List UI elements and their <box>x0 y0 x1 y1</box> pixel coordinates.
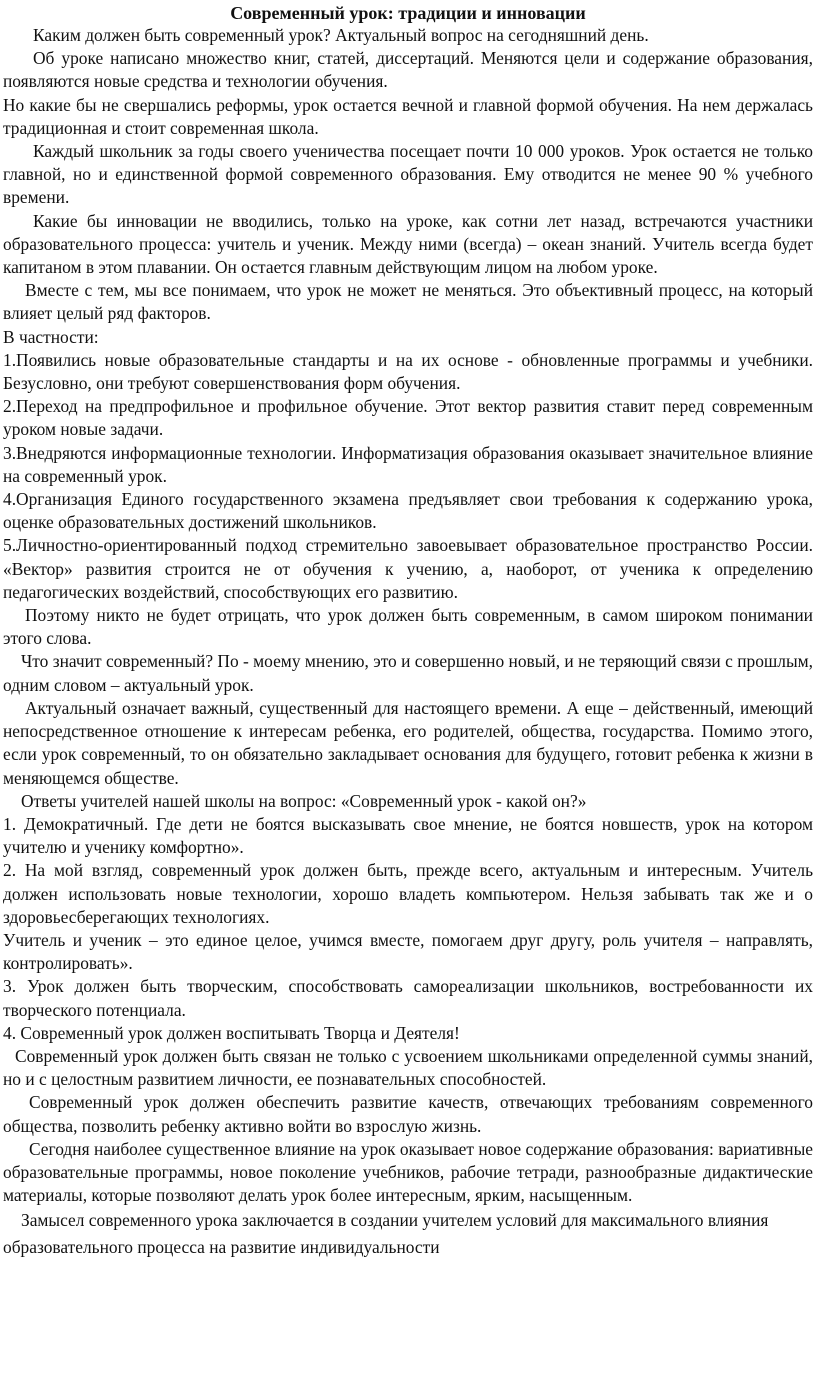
paragraph: 1.Появились новые образовательные стандарты и на их основе - обновленные программы и учебники. Безусловно, они требуют совершенствования форм обучения. <box>3 349 813 394</box>
paragraph: Об уроке написано множество книг, статей, диссертаций. Меняются цели и содержание образования, появляются новые средства и технологии обучения. <box>3 48 813 92</box>
paragraph: В частности: <box>3 326 99 347</box>
paragraph: 5.Личностно-ориентированный подход стремительно завоевывает образовательное пространство России. «Вектор» развития строится не от обучения к учению, а, наоборот, от ученика к определению педагогических воздействий, способствующих его развитию. <box>3 535 813 602</box>
paragraph: 1. Демократичный. Где дети не боятся высказывать свое мнение, не боятся новшеств, урок на котором учителю и ученику комфортно». <box>3 813 813 858</box>
paragraph: Современный урок должен быть связан не только с усвоением школьниками определенной суммы знаний, но и с целостным развитием личности, ее познавательных способностей. <box>3 1045 813 1090</box>
paragraph: 3. Урок должен быть творческим, способствовать самореализации школьников, востребованности их творческого потенциала. <box>3 976 813 1020</box>
document-body <box>3 24 813 1261</box>
paragraph: Учитель и ученик – это единое целое, учимся вместе, помогаем друг другу, роль учителя – направлять, контролировать». <box>3 929 813 974</box>
paragraph: Каким должен быть современный урок? Актуальный вопрос на сегодняшний день. <box>33 25 649 45</box>
paragraph: 4.Организация Единого государственного экзамена предъявляет свои требования к содержанию урока, оценке образовательных достижений школьников. <box>3 489 813 533</box>
paragraph: Современный урок должен обеспечить развитие качеств, отвечающих требованиям современного общества, позволить ребенку активно войти во взрослую жизнь. <box>3 1092 813 1136</box>
paragraph: 2. На мой взгляд, современный урок должен быть, прежде всего, актуальным и интересным. Учитель должен использовать новые технологии, хорошо владеть компьютером. Нельзя забывать так же и о здоровьесберегающих технологиях. <box>3 860 813 927</box>
paragraph: Ответы учителей нашей школы на вопрос: «Современный урок - какой он?» <box>21 790 587 811</box>
paragraph: Что значит современный? По - моему мнению, это и совершенно новый, и не теряющий связи с прошлым, одним словом – актуальный урок. <box>3 651 813 695</box>
paragraph: Какие бы инновации не вводились, только на уроке, как сотни лет назад, встречаются участники образовательного процесса: учитель и ученик. Между ними (всегда) – океан знаний. Учитель всегда будет капитаном в этом плавании. Он остается главным действующим лицом на любом уроке. <box>3 210 813 278</box>
paragraph: Сегодня наиболее существенное влияние на урок оказывает новое содержание образования: вариативные образовательные программы, новое поколение учебников, рабочие тетради, разнообразные дидактические материалы, которые позволяют делать урок более интересным, ярким, насыщенным. <box>3 1138 813 1206</box>
paragraph: Вместе с тем, мы все понимаем, что урок не может не меняться. Это объективный процесс, на который влияет целый ряд факторов. <box>3 280 813 324</box>
paragraph: 2.Переход на предпрофильное и профильное обучение. Этот вектор развития ставит перед современным уроком новые задачи. <box>3 396 813 440</box>
paragraph: Актуальный означает важный, существенный для настоящего времени. А еще – действенный, имеющий непосредственное отношение к интересам ребенка, его родителей, общества, государства. Помимо этого, если урок современный, то он обязательно закладывает основания для будущего, готовит ребенка к жизни в меняющемся обществе. <box>3 697 813 788</box>
paragraph: Поэтому никто не будет отрицать, что урок должен быть современным, в самом широком понимании этого слова. <box>3 605 813 649</box>
paragraph: 3.Внедряются информационные технологии. Информатизация образования оказывает значительное влияние на современный урок. <box>3 442 813 486</box>
paragraph: 4. Современный урок должен воспитывать Творца и Деятеля! <box>3 1022 460 1043</box>
paragraph: Каждый школьник за годы своего ученичества посещает почти 10 000 уроков. Урок остается не только главной, но и единственной формой современного образования. Ему отводится не менее 90 % учебного времени. <box>3 141 813 208</box>
document-title: Современный урок: традиции и инновации <box>230 3 586 23</box>
paragraph: Замысел современного урока заключается в создании учителем условий для максимального влияния образовательного процесса на развитие индивидуальности <box>3 1210 769 1258</box>
paragraph: Но какие бы не свершались реформы, урок остается вечной и главной формой обучения. На нем держалась традиционная и стоит современная школа. <box>3 94 813 138</box>
